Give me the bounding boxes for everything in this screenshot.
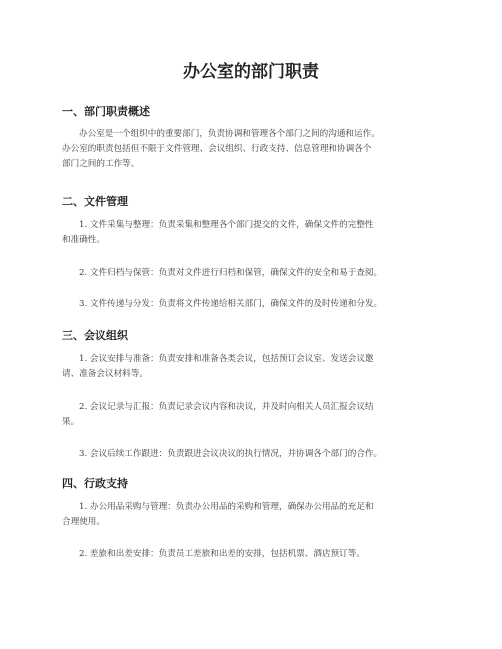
paragraph-meeting-prep bbox=[62, 352, 440, 382]
section-heading-meeting-organization: 三、会议组织 bbox=[62, 329, 128, 342]
paragraph-line: 请、准备会议材料等。 bbox=[62, 369, 148, 379]
paragraph-file-distribution bbox=[62, 297, 440, 312]
paragraph-line: 1. 会议安排与准备：负责安排和准备各类会议，包括预订会议室、发送会议邀 bbox=[79, 354, 374, 364]
section-heading-overview: 一、部门职责概述 bbox=[62, 105, 150, 118]
section-heading-administrative-support: 四、行政支持 bbox=[62, 477, 128, 490]
paragraph-line: 果。 bbox=[62, 417, 80, 427]
paragraph-line: 合理使用。 bbox=[62, 517, 105, 527]
paragraph-line: 2. 文件归档与保管：负责对文件进行归档和保管，确保文件的安全和易于查阅。 bbox=[79, 268, 383, 278]
section-heading-file-management: 二、文件管理 bbox=[62, 195, 128, 208]
paragraph-line: 办公室的职责包括但不限于文件管理、会议组织、行政支持、信息管理和协调各个 bbox=[62, 144, 372, 154]
paragraph-line: 2. 会议记录与汇报：负责记录会议内容和决议，并及时向相关人员汇报会议结 bbox=[79, 402, 374, 412]
paragraph-line: 办公室是一个组织中的重要部门，负责协调和管理各个部门之间的沟通和运作。 bbox=[79, 129, 380, 139]
paragraph-line: 部门之间的工作等。 bbox=[62, 159, 140, 169]
paragraph-line: 1. 办公用品采购与管理：负责办公用品的采购和管理，确保办公用品的充足和 bbox=[79, 502, 374, 512]
paragraph-line: 和准确性。 bbox=[62, 235, 105, 245]
paragraph-meeting-record bbox=[62, 400, 440, 430]
paragraph-file-archive bbox=[62, 266, 440, 281]
document-title: 办公室的部门职责 bbox=[183, 62, 319, 82]
paragraph-office-supplies bbox=[62, 500, 440, 530]
paragraph-line: 3. 文件传递与分发：负责将文件传递给相关部门，确保文件的及时传递和分发。 bbox=[79, 299, 383, 309]
paragraph-line: 1. 文件采集与整理：负责采集和整理各个部门提交的文件，确保文件的完整性 bbox=[79, 220, 374, 230]
paragraph-travel bbox=[62, 547, 440, 562]
paragraph-file-collection bbox=[62, 218, 440, 248]
paragraph-overview bbox=[62, 127, 440, 172]
paragraph-meeting-followup bbox=[62, 447, 440, 462]
paragraph-line: 2. 差旅和出差安排：负责员工差旅和出差的安排，包括机票、酒店预订等。 bbox=[79, 549, 365, 559]
paragraph-line: 3. 会议后续工作跟进：负责跟进会议决议的执行情况，并协调各个部门的合作。 bbox=[79, 449, 383, 459]
